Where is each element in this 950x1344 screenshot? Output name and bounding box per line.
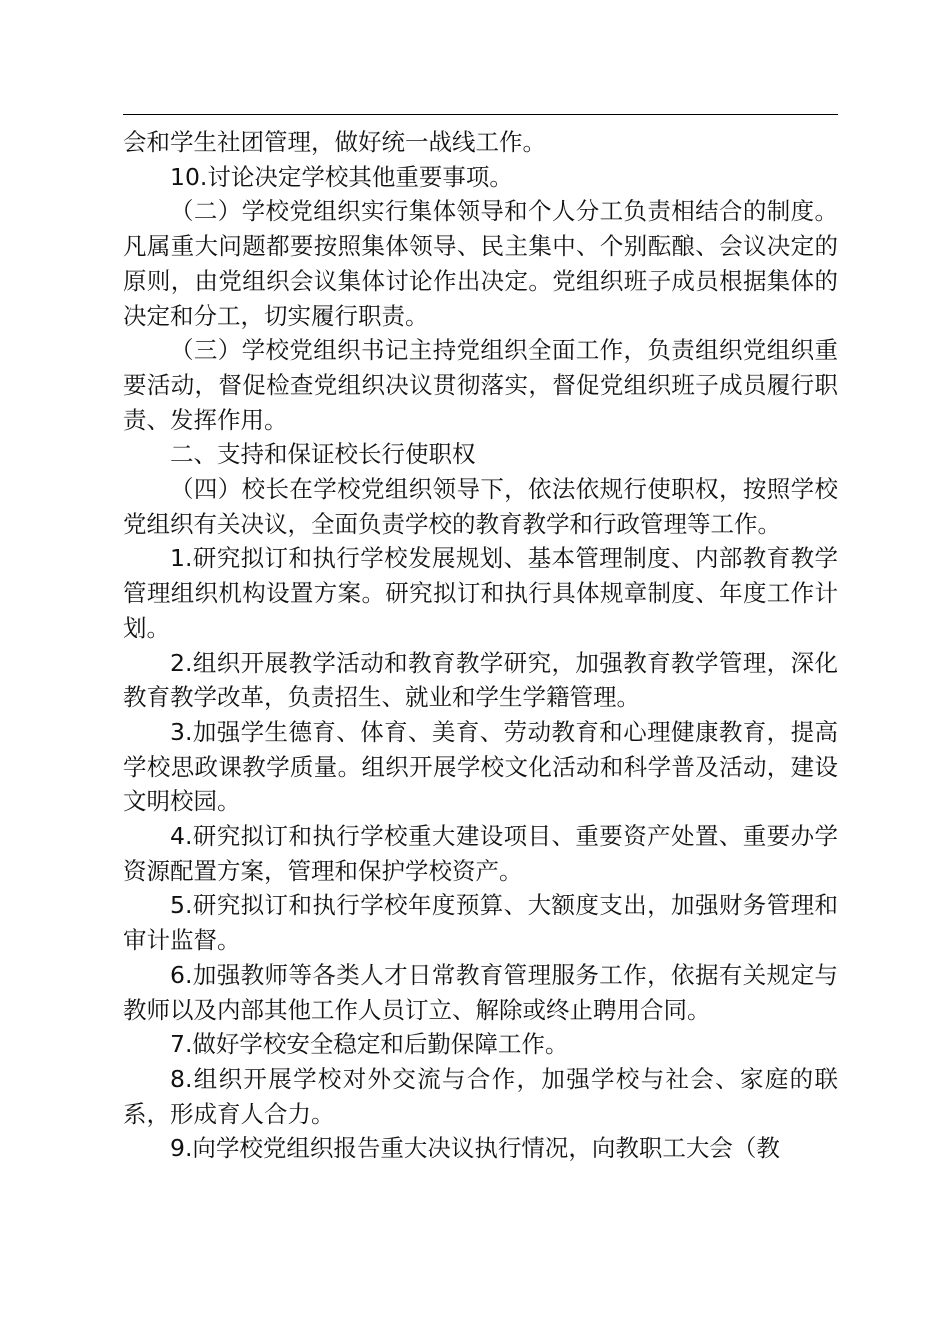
- paragraph: 10.讨论决定学校其他重要事项。: [170, 162, 513, 191]
- list-item: 6.加强教师等各类人才日常教育管理服务工作，依据有关规定与教师以及内部其他工作人员订立、解除或终止聘用合同。: [123, 960, 838, 1024]
- list-item: 4.研究拟订和执行学校重大建设项目、重要资产处置、重要办学资源配置方案，管理和保护学校资产。: [123, 822, 838, 885]
- paragraph: （二）学校党组织实行集体领导和个人分工负责相结合的制度。凡属重大问题都要按照集体领导、民主集中、个别酝酿、会议决定的原则，由党组织会议集体讨论作出决定。党组织班子成员根据集体的决定和分工，切实履行职责。: [123, 197, 838, 330]
- list-item: 8.组织开展学校对外交流与合作，加强学校与社会、家庭的联系，形成育人合力。: [123, 1064, 838, 1128]
- header-rule: [123, 114, 838, 115]
- list-item: 9.向学校党组织报告重大决议执行情况，向教职工大会（教: [170, 1134, 780, 1163]
- list-item: 7.做好学校安全稳定和后勤保障工作。: [170, 1030, 569, 1059]
- list-item: 2.组织开展教学活动和教育教学研究，加强教育教学管理，深化教育教学改革，负责招生、就业和学生学籍管理。: [123, 648, 838, 712]
- document-body: [123, 125, 838, 1166]
- list-item: 3.加强学生德育、体育、美育、劳动教育和心理健康教育，提高学校思政课教学质量。组织开展学校文化活动和科学普及活动，建设文明校园。: [123, 717, 838, 816]
- list-item: 5.研究拟订和执行学校年度预算、大额度支出，加强财务管理和审计监督。: [123, 891, 838, 955]
- section-heading: 二、支持和保证校长行使职权: [170, 440, 476, 469]
- paragraph: （四）校长在学校党组织领导下，依法依规行使职权，按照学校党组织有关决议，全面负责学校的教育教学和行政管理等工作。: [123, 475, 838, 538]
- list-item: 1.研究拟订和执行学校发展规划、基本管理制度、内部教育教学管理组织机构设置方案。研究拟订和执行具体规章制度、年度工作计划。: [123, 544, 838, 642]
- paragraph: （三）学校党组织书记主持党组织全面工作，负责组织党组织重要活动，督促检查党组织决议贯彻落实，督促党组织班子成员履行职责、发挥作用。: [123, 336, 838, 434]
- paragraph: 会和学生社团管理，做好统一战线工作。: [123, 128, 546, 156]
